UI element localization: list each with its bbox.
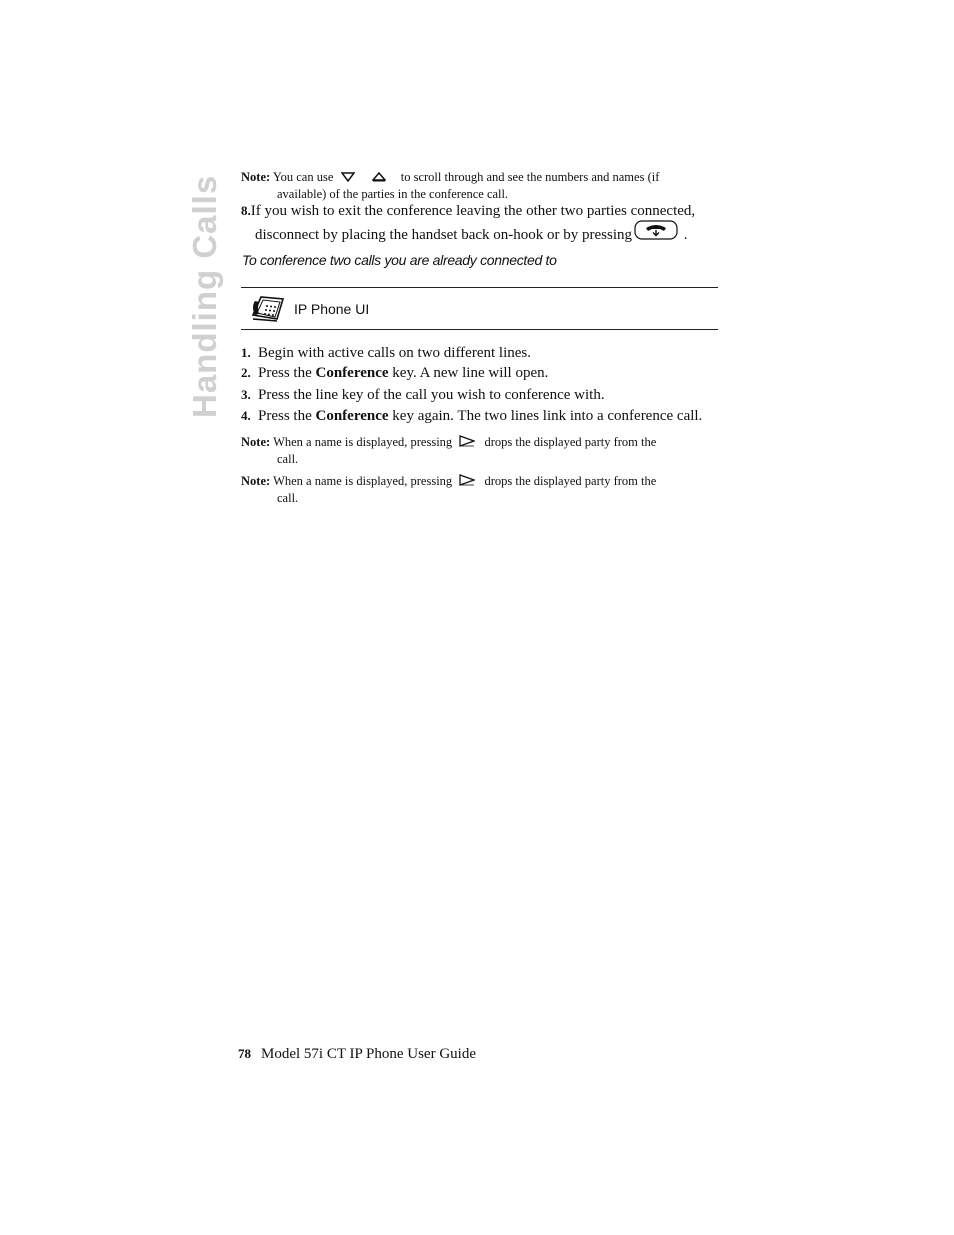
list-item: 2. Press the Conference key. A new line will open. [241,365,549,381]
page-footer [238,1046,476,1063]
key-name: Conference [315,365,389,381]
up-arrow-key-icon [372,170,386,186]
step-text: disconnect by placing the handset back on-hook or by pressing [255,226,632,243]
note-text: When a name is displayed, pressing [273,435,453,449]
key-name: Conference [315,408,389,424]
note-drop-party [241,473,721,506]
note-scroll [241,169,721,202]
ui-box-label: IP Phone UI [294,301,370,317]
step-number: 8. [241,203,251,218]
phone-icon [249,293,287,328]
note-label: Note: [241,435,271,449]
list-item: 1. Begin with active calls on two different lines. [241,345,531,361]
note-text: When a name is displayed, pressing [273,474,453,488]
note-text: available) of the parties in the conference call. [277,187,509,202]
right-arrow-key-icon [459,474,475,490]
list-item: 3. Press the line key of the call you wish to conference with. [241,387,605,403]
note-text: to scroll through and see the numbers and names (if [400,170,660,184]
note-label: Note: [241,474,271,488]
goodbye-key-icon [634,220,678,247]
step-text: . [683,226,688,243]
down-arrow-key-icon [341,170,355,186]
section-heading: To conference two calls you are already connected to [242,252,557,268]
step-8-continued [255,222,688,249]
note-text: You can use [272,170,334,184]
note-text: drops the displayed party from the [484,435,657,449]
box-top-rule [241,287,718,288]
note-text: drops the displayed party from the [484,474,657,488]
box-bottom-rule [241,329,718,330]
note-text: call. [277,491,299,506]
page-number: 78 [238,1046,251,1061]
right-arrow-key-icon [459,435,475,451]
step-8 [241,200,695,222]
note-label: Note: [241,170,271,184]
document-title: Model 57i CT IP Phone User Guide [261,1046,476,1062]
list-item: 4. Press the Conference key again. The two lines link into a conference call. [241,408,703,424]
step-text: If you wish to exit the conference leaving the other two parties connected, [250,203,696,219]
note-text: call. [277,452,299,467]
note-drop-party [241,434,721,467]
side-section-title: Handling Calls [186,174,223,418]
